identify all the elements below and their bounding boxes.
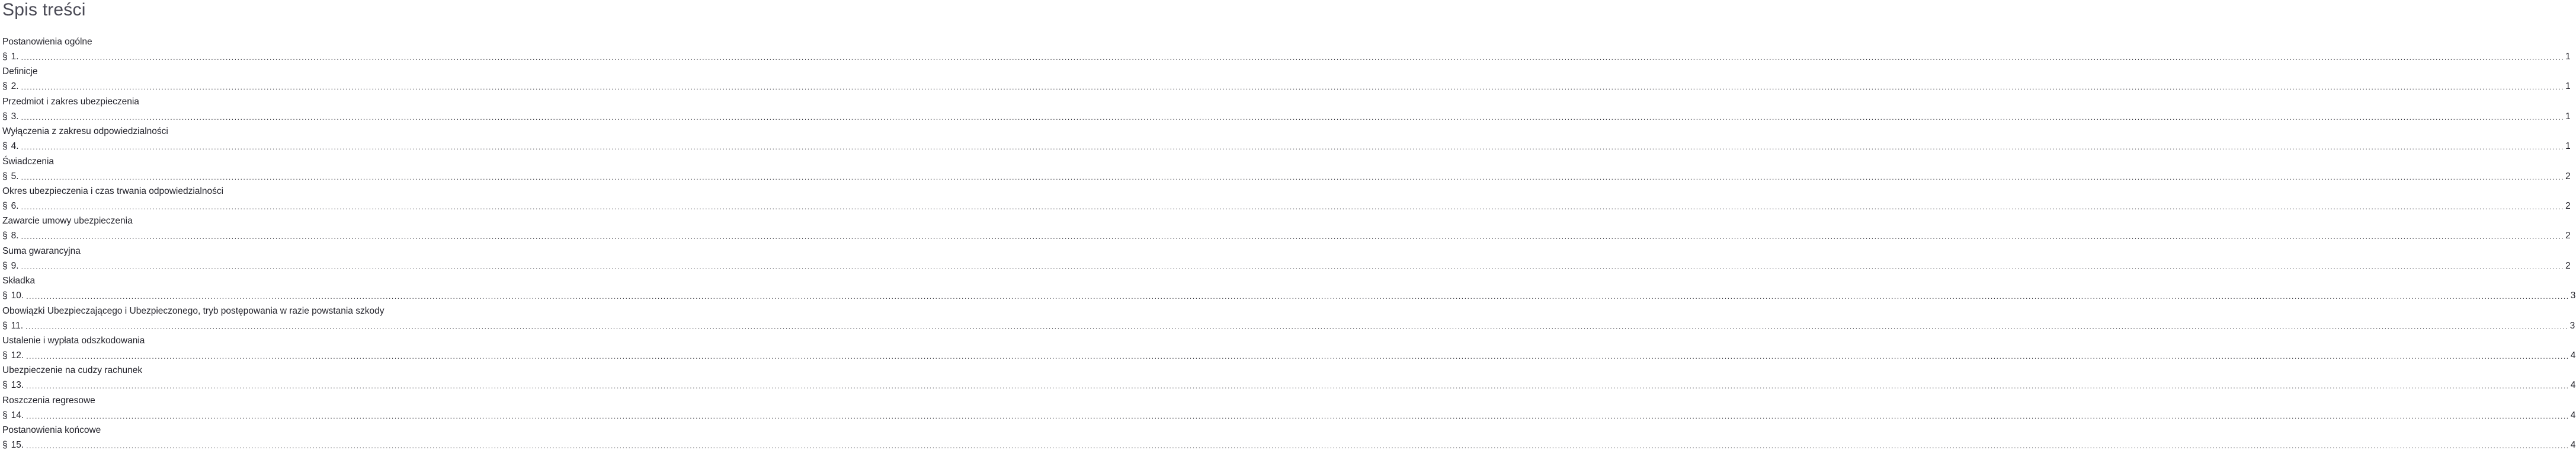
section-number [2,349,26,363]
toc-entry [0,124,2571,154]
page-number: 2 [2565,260,2571,271]
toc-entry-link[interactable] [2,50,2571,64]
toc-entry [0,213,2571,243]
toc-entry-link[interactable] [2,349,2576,363]
section-number [2,139,21,154]
section-number [2,289,26,303]
toc-entry-link[interactable] [2,259,2571,273]
toc-entry-link[interactable] [2,409,2576,423]
section-sign: § [2,231,8,241]
toc-entry [0,154,2571,184]
section-sign: § [2,380,8,391]
toc-entry [0,304,2575,333]
section-number-value: 1. [11,52,19,62]
dot-leader: ...................................................................................................................................................................................................................................................................................................................................................................................................................................................................................................................................................................................................................................................................................................................................................................................................................................................................................................... [21,83,2565,92]
page-number: 2 [2565,171,2571,181]
page-number: 1 [2565,52,2571,62]
page-number: 2 [2565,231,2571,241]
toc-entry-title: Ubezpieczenie na cudzy rachunek [2,365,143,376]
page-number: 4 [2570,410,2576,420]
dot-leader: ...................................................................................................................................................................................................................................................................................................................................................................................................................................................................................................................................................................................................................................................................................................................................................................................................................................................................................................... [21,143,2565,152]
section-number [2,229,21,243]
dot-leader: ...................................................................................................................................................................................................................................................................................................................................................................................................................................................................................................................................................................................................................................................................................................................................................................................................................................................................................................... [21,113,2565,122]
toc-entry [0,423,2576,452]
section-number [2,259,21,273]
section-sign: § [2,141,8,152]
toc-entry-link[interactable] [2,289,2576,303]
section-sign: § [2,320,8,331]
toc-entry-title: Ustalenie i wypłata odszkodowania [2,335,145,346]
toc-entry [0,333,2576,363]
section-sign: § [2,81,8,92]
toc-entry-link[interactable] [2,378,2576,393]
toc-entry-link[interactable] [2,319,2575,333]
section-number-value: 6. [11,200,19,211]
page-number: 4 [2570,440,2576,451]
dot-leader: ...................................................................................................................................................................................................................................................................................................................................................................................................................................................................................................................................................................................................................................................................................................................................................................................................................................................................................................... [21,262,2565,271]
section-number [2,199,21,213]
toc-entry-link[interactable] [2,110,2571,124]
section-number [2,110,21,124]
section-number [2,79,21,94]
toc-entry-link[interactable] [2,438,2576,452]
page-number: 3 [2570,291,2576,301]
page-number: 3 [2569,320,2575,331]
section-number-value: 13. [11,380,24,391]
toc-entry-title: Definicje [2,66,38,77]
section-number-value: 14. [11,410,24,420]
toc-entry-title: Obowiązki Ubezpieczającego i Ubezpieczonego, tryb postępowania w razie powstania szkody [2,305,385,316]
section-number-value: 8. [11,231,19,241]
dot-leader: ...................................................................................................................................................................................................................................................................................................................................................................................................................................................................................................................................................................................................................................................................................................................................................................................................................................................................................................... [21,173,2565,181]
section-sign: § [2,291,8,301]
section-number-value: 11. [11,320,24,331]
section-sign: § [2,171,8,181]
section-number-value: 15. [11,440,24,451]
toc-entry-link[interactable] [2,79,2571,94]
dot-leader: ...................................................................................................................................................................................................................................................................................................................................................................................................................................................................................................................................................................................................................................................................................................................................................................................................................................................................................................... [26,292,2569,301]
dot-leader: ...................................................................................................................................................................................................................................................................................................................................................................................................................................................................................................................................................................................................................................................................................................................................................................................................................................................................................................... [21,202,2565,211]
toc-entry [0,363,2576,393]
toc-entry [0,244,2571,273]
toc-entry-link[interactable] [2,199,2571,213]
section-number-value: 3. [11,111,19,122]
dot-leader: ...................................................................................................................................................................................................................................................................................................................................................................................................................................................................................................................................................................................................................................................................................................................................................................................................................................................................................................... [26,382,2569,391]
page-number: 4 [2570,350,2576,361]
toc-entry-title: Zawarcie umowy ubezpieczenia [2,216,133,226]
toc-entry-title: Postanowienia końcowe [2,425,101,436]
toc-entry-title: Postanowienia ogólne [2,37,92,47]
toc-entry-link[interactable] [2,170,2571,184]
toc-entry-title: Okres ubezpieczenia i czas trwania odpowiedzialności [2,186,224,196]
section-number-value: 9. [11,260,19,271]
toc-entry-title: Suma gwarancyjna [2,245,81,256]
section-sign: § [2,200,8,211]
section-sign: § [2,350,8,361]
page-title: Spis treści [2,0,86,20]
toc-entry-link[interactable] [2,229,2571,243]
section-number [2,319,25,333]
dot-leader: ...................................................................................................................................................................................................................................................................................................................................................................................................................................................................................................................................................................................................................................................................................................................................................................................................................................................................................................... [21,53,2565,62]
toc-entry-title: Składka [2,276,36,286]
table-of-contents [0,34,2576,452]
section-number [2,50,21,64]
toc-entry-title: Świadczenia [2,156,55,167]
section-number [2,438,26,452]
section-number [2,170,21,184]
section-sign: § [2,440,8,451]
section-number-value: 10. [11,291,24,301]
section-sign: § [2,111,8,122]
page-number: 1 [2565,81,2571,92]
section-number [2,378,26,393]
page-number: 4 [2570,380,2576,391]
section-number-value: 2. [11,81,19,92]
section-sign: § [2,52,8,62]
page-number: 1 [2565,111,2571,122]
toc-entry-title: Roszczenia regresowe [2,395,95,406]
dot-leader: ...................................................................................................................................................................................................................................................................................................................................................................................................................................................................................................................................................................................................................................................................................................................................................................................................................................................................................................... [26,411,2569,420]
toc-entry [0,393,2576,423]
toc-entry [0,184,2571,213]
section-number-value: 5. [11,171,19,181]
section-number [2,409,26,423]
page-number: 1 [2565,141,2571,152]
section-number-value: 12. [11,350,24,361]
dot-leader: ...................................................................................................................................................................................................................................................................................................................................................................................................................................................................................................................................................................................................................................................................................................................................................................................................................................................................................................... [21,232,2565,241]
toc-entry [0,64,2571,94]
dot-leader: ...................................................................................................................................................................................................................................................................................................................................................................................................................................................................................................................................................................................................................................................................................................................................................................................................................................................................................................... [26,352,2569,361]
toc-entry [0,94,2571,124]
section-sign: § [2,260,8,271]
toc-entry-link[interactable] [2,139,2571,154]
section-sign: § [2,410,8,420]
dot-leader: ...................................................................................................................................................................................................................................................................................................................................................................................................................................................................................................................................................................................................................................................................................................................................................................................................................................................................................................... [26,442,2569,451]
section-number-value: 4. [11,141,19,152]
toc-entry-title: Przedmiot i zakres ubezpieczenia [2,96,139,107]
toc-entry [0,273,2576,303]
page-number: 2 [2565,200,2571,211]
dot-leader: ...................................................................................................................................................................................................................................................................................................................................................................................................................................................................................................................................................................................................................................................................................................................................................................................................................................................................................................... [25,322,2569,331]
toc-entry-title: Wyłączenia z zakresu odpowiedzialności [2,126,168,137]
toc-entry [0,34,2571,64]
